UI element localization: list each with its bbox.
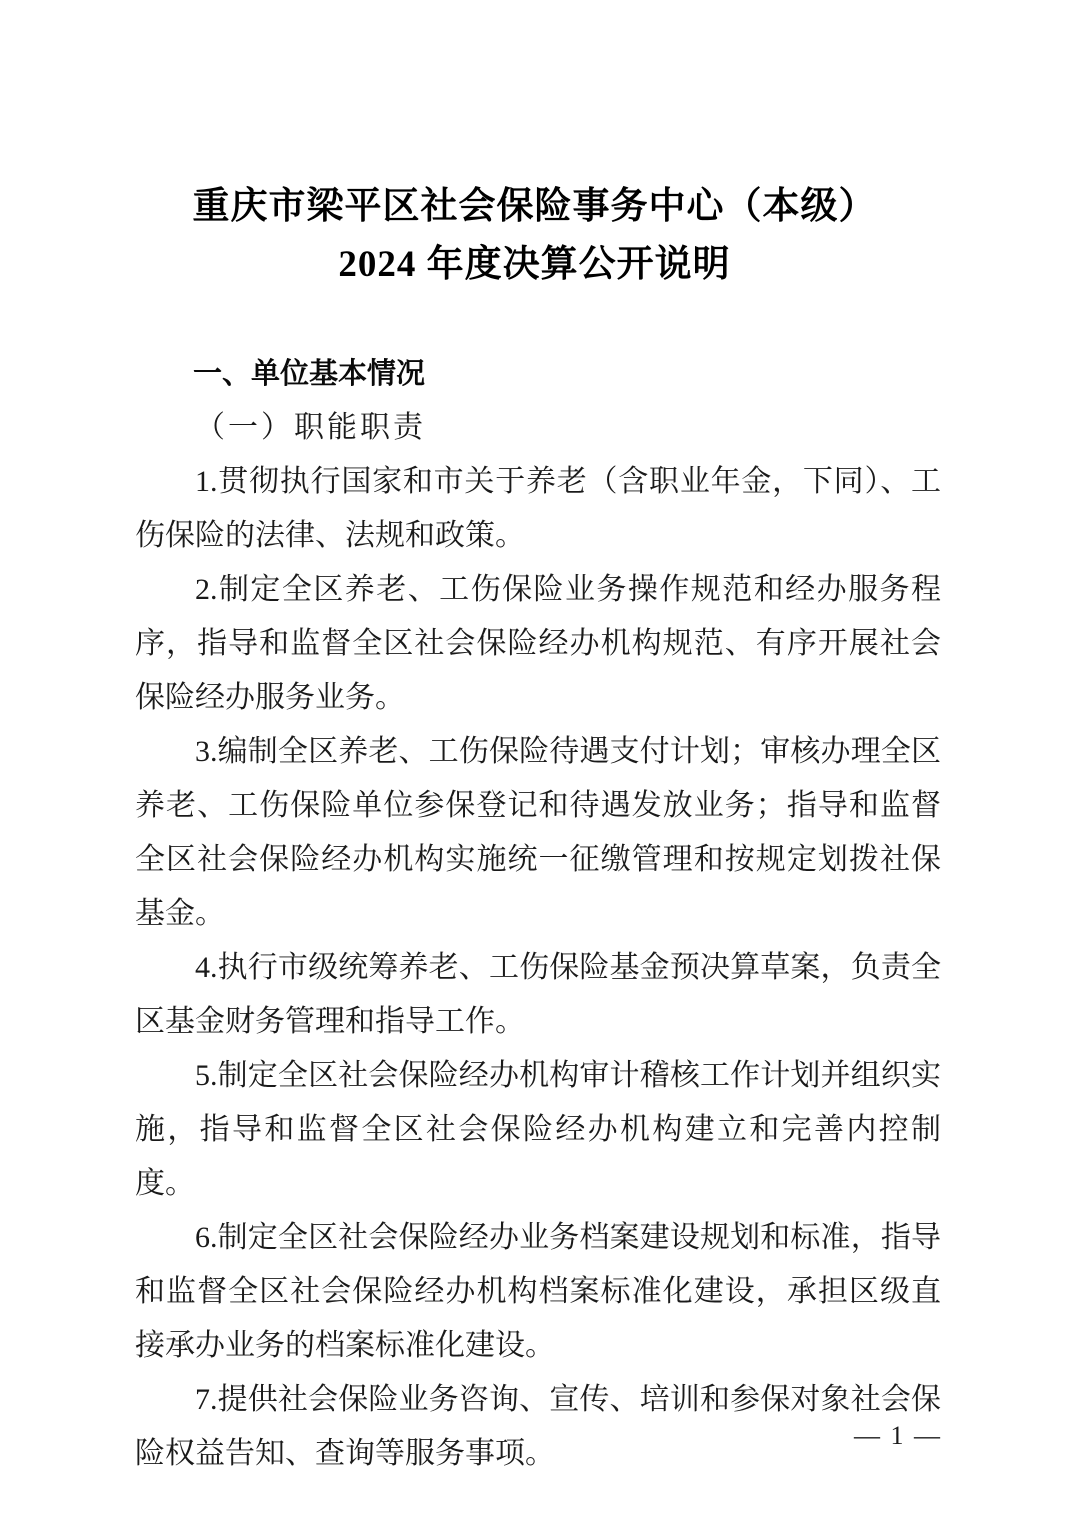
- subsection-heading: （一）职能职责: [195, 411, 426, 444]
- document-title-line2: 2024 年度决算公开说明: [338, 244, 731, 285]
- page-number: — 1 —: [854, 1421, 942, 1450]
- paragraph-2: 2.制定全区养老、工伤保险业务操作规范和经办服务程序，指导和监督全区社会保险经办机构规范、有序开展社会保险经办服务业务。: [135, 573, 941, 714]
- paragraph-4: 4.执行市级统筹养老、工伤保险基金预决算草案，负责全区基金财务管理和指导工作。: [135, 951, 941, 1038]
- paragraph-5: 5.制定全区社会保险经办机构审计稽核工作计划并组织实施，指导和监督全区社会保险经办机构建立和完善内控制度。: [135, 1059, 941, 1200]
- section-heading: 一、单位基本情况: [193, 358, 426, 390]
- paragraph-7: 7.提供社会保险业务咨询、宣传、培训和参保对象社会保险权益告知、查询等服务事项。: [135, 1383, 941, 1470]
- paragraph-1: 1.贯彻执行国家和市关于养老（含职业年金，下同）、工伤保险的法律、法规和政策。: [135, 465, 941, 552]
- document-title-line1: 重庆市梁平区社会保险事务中心（本级）: [192, 186, 877, 227]
- paragraph-3: 3.编制全区养老、工伤保险待遇支付计划；审核办理全区养老、工伤保险单位参保登记和待遇发放业务；指导和监督全区社会保险经办机构实施统一征缴管理和按规定划拨社保基金。: [135, 735, 941, 930]
- paragraph-6: 6.制定全区社会保险经办业务档案建设规划和标准，指导和监督全区社会保险经办机构档案标准化建设，承担区级直接承办业务的档案标准化建设。: [135, 1221, 941, 1362]
- document-body: [135, 347, 941, 1481]
- document-title: [0, 178, 1069, 294]
